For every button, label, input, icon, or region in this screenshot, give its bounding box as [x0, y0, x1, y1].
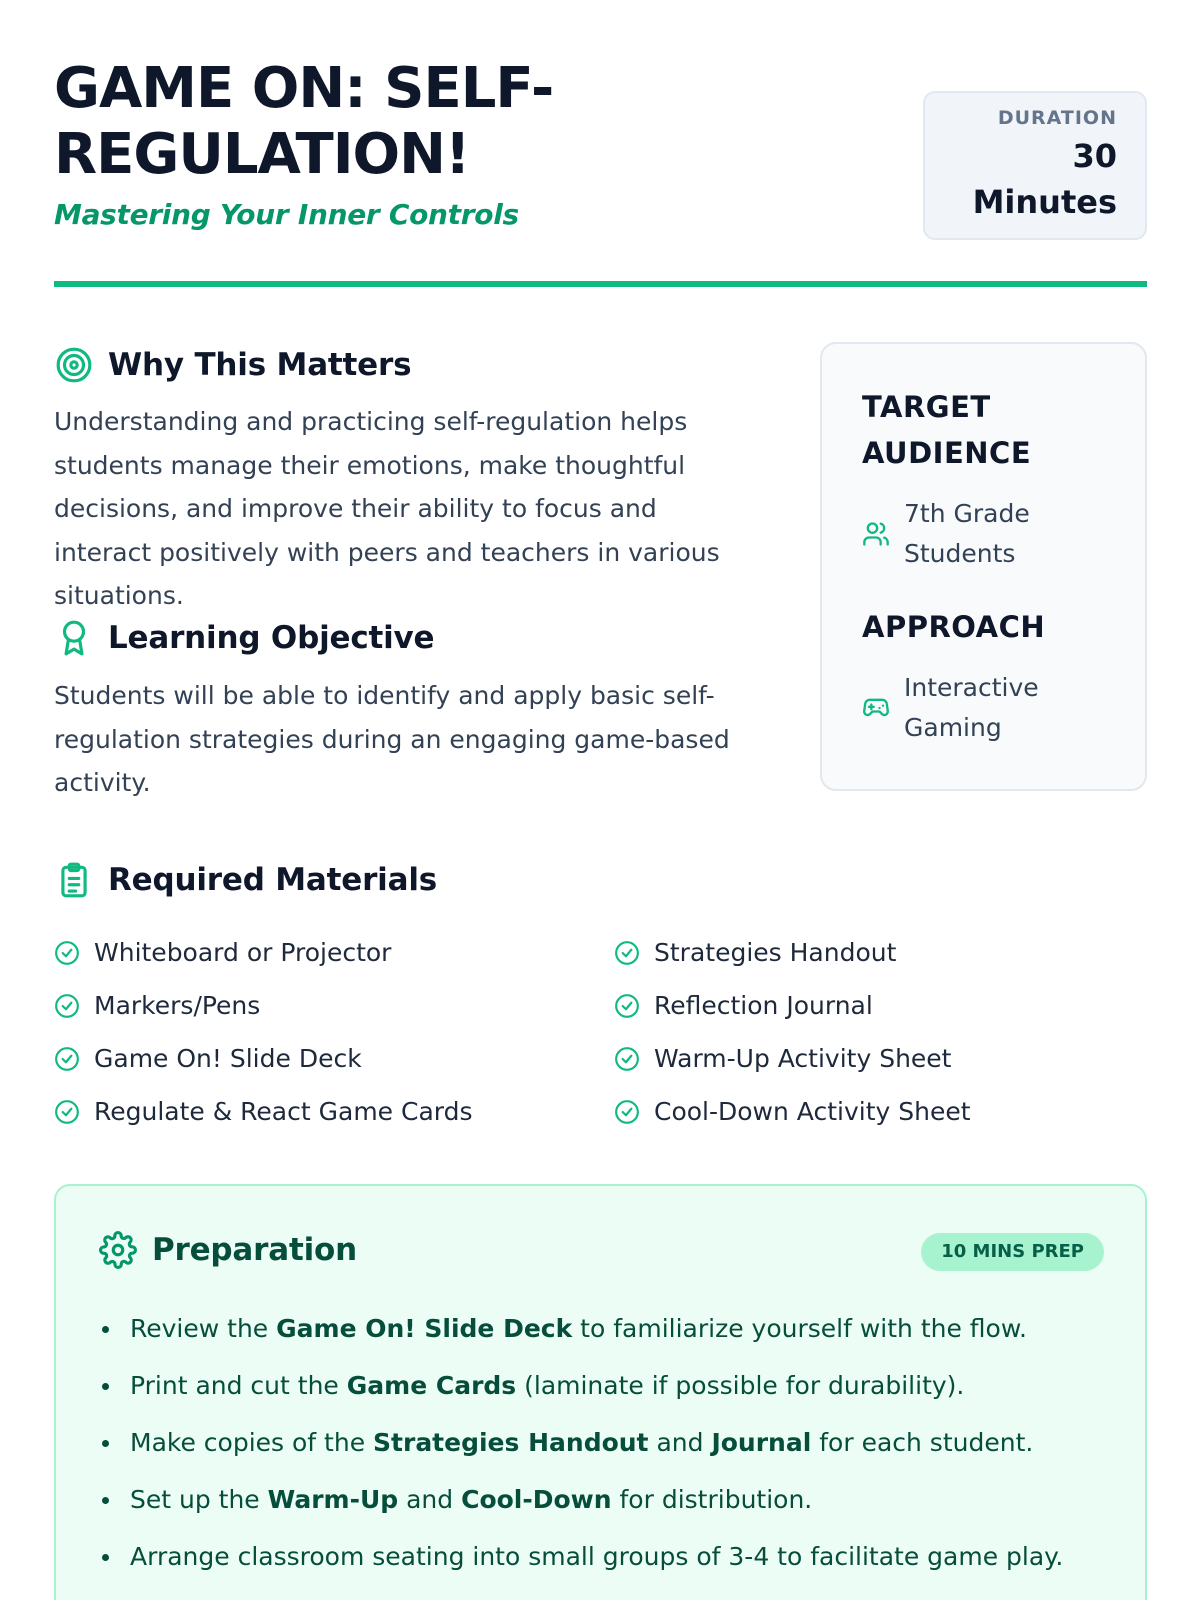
- page-title: GAME ON: SELF-REGULATION!: [54, 56, 554, 187]
- bold-text: Game On! Slide Deck: [276, 1314, 573, 1343]
- text-segment: to familiarize yourself with the flow.: [572, 1314, 1027, 1343]
- audience-approach-card: [820, 342, 1147, 791]
- check-circle-icon: [614, 940, 640, 966]
- material-item: Warm-Up Activity Sheet: [614, 1044, 952, 1073]
- check-circle-icon: [614, 993, 640, 1019]
- text-segment: Make copies of the: [130, 1428, 374, 1457]
- material-item: Cool-Down Activity Sheet: [614, 1097, 971, 1126]
- gear-icon: [98, 1230, 138, 1270]
- material-item: Game On! Slide Deck: [54, 1044, 362, 1073]
- clipboard-icon: [54, 860, 94, 900]
- target-icon: [54, 345, 94, 385]
- preparation-section-header: [98, 1230, 357, 1270]
- why-heading: Why This Matters: [108, 347, 412, 383]
- materials-heading: Required Materials: [108, 862, 437, 898]
- objective-heading: Learning Objective: [108, 620, 435, 656]
- preparation-list: [100, 1300, 1063, 1585]
- text-segment: for distribution.: [611, 1485, 813, 1514]
- text-segment: (laminate if possible for durability).: [516, 1371, 965, 1400]
- gamepad-icon: [862, 694, 892, 722]
- preparation-box: [54, 1184, 1147, 1600]
- material-item: Reflection Journal: [614, 991, 873, 1020]
- why-section-header: [54, 345, 411, 385]
- material-item: Markers/Pens: [54, 991, 260, 1020]
- lesson-plan-page: [54, 0, 1147, 1571]
- list-item: [100, 1414, 1063, 1471]
- text-segment: Arrange classroom seating into small groups of 3-4 to facilitate game play.: [130, 1542, 1064, 1571]
- text-segment: Review the: [130, 1314, 277, 1343]
- check-circle-icon: [54, 1046, 80, 1072]
- text-segment: for each student.: [811, 1428, 1034, 1457]
- check-circle-icon: [54, 1099, 80, 1125]
- bold-text: Journal: [711, 1428, 812, 1457]
- bold-text: Warm-Up: [267, 1485, 399, 1514]
- duration-value: 30 Minutes: [972, 137, 1117, 221]
- list-item: [100, 1300, 1063, 1357]
- check-circle-icon: [54, 993, 80, 1019]
- objective-section-header: [54, 618, 434, 658]
- preparation-heading: Preparation: [152, 1232, 357, 1268]
- approach-item: [862, 668, 1104, 748]
- award-icon: [54, 618, 94, 658]
- material-item: Strategies Handout: [614, 938, 896, 967]
- duration-card: [923, 91, 1147, 240]
- bold-text: Strategies Handout: [373, 1428, 649, 1457]
- list-item: [100, 1471, 1063, 1528]
- bold-text: Cool-Down: [461, 1485, 612, 1514]
- check-circle-icon: [614, 1099, 640, 1125]
- users-icon: [862, 520, 892, 548]
- materials-section-header: [54, 860, 437, 900]
- list-item: [100, 1528, 1063, 1585]
- material-item: Whiteboard or Projector: [54, 938, 391, 967]
- bold-text: Game Cards: [346, 1371, 517, 1400]
- text-segment: Print and cut the: [130, 1371, 347, 1400]
- check-circle-icon: [614, 1046, 640, 1072]
- audience-item: [862, 494, 1104, 574]
- header: [54, 0, 1147, 287]
- material-item: Regulate & React Game Cards: [54, 1097, 473, 1126]
- approach-value: Interactive Gaming: [904, 673, 1039, 742]
- list-item: [100, 1357, 1063, 1414]
- text-segment: Set up the: [130, 1485, 268, 1514]
- text-segment: and: [398, 1485, 462, 1514]
- check-circle-icon: [54, 940, 80, 966]
- why-body: Understanding and practicing self-regulation helps students manage their emotions, make thoughtful decisions, and improve their ability to focus and interact positively with peers and teachers in various situations.: [54, 407, 720, 610]
- audience-heading: TARGET AUDIENCE: [862, 390, 1032, 470]
- approach-heading: APPROACH: [862, 610, 1046, 644]
- prep-time-badge: 10 MINS PREP: [921, 1233, 1104, 1271]
- page-subtitle: Mastering Your Inner Controls: [54, 198, 519, 231]
- duration-label: DURATION: [997, 107, 1117, 129]
- objective-body: Students will be able to identify and apply basic self-regulation strategies during an engaging game-based activity.: [54, 681, 730, 797]
- text-segment: and: [648, 1428, 712, 1457]
- audience-value: 7th Grade Students: [904, 499, 1030, 568]
